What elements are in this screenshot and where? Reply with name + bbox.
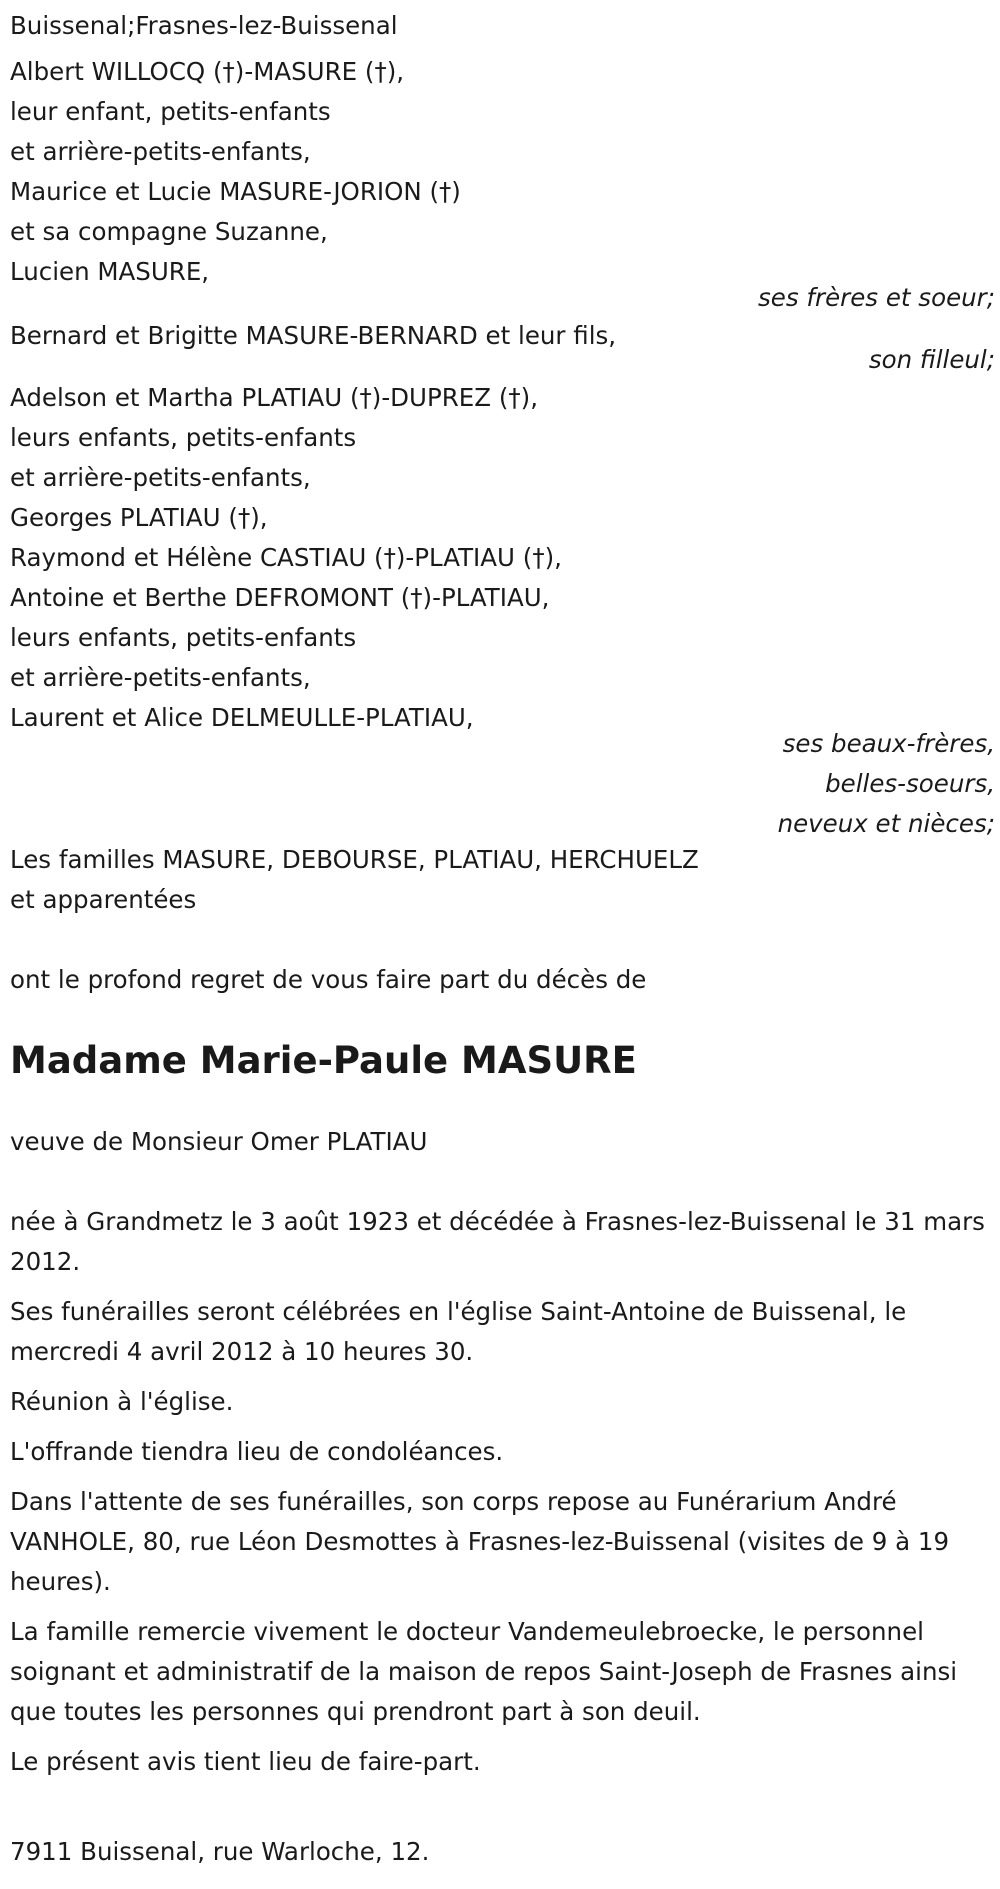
relation-label: ses beaux-frères, [782,729,995,758]
widow-of-text: veuve de Monsieur Omer PLATIAU [10,1127,428,1156]
family-group-in-laws [10,378,995,844]
family-line: leur enfant, petits-enfants [10,97,331,126]
deceased-name: Madame Marie-Paule MASURE [10,1039,637,1082]
family-line: et sa compagne Suzanne, [10,217,328,246]
family-line: leurs enfants, petits-enfants [10,623,357,652]
relation-label: belles-soeurs, [825,769,995,798]
family-line: leurs enfants, petits-enfants [10,423,357,452]
obituary-page [0,6,1000,1889]
family-group-families [10,840,995,920]
offering-paragraph: L'offrande tiendra lieu de condoléances. [10,1437,504,1466]
address-text: 7911 Buissenal, rue Warloche, 12. [10,1837,430,1866]
family-line: Antoine et Berthe DEFROMONT (†)-PLATIAU, [10,583,550,612]
family-line: Les familles MASURE, DEBOURSE, PLATIAU, HERCHUELZ [10,845,699,874]
header-location: Buissenal;Frasnes-lez-Buissenal [10,11,398,40]
family-line: Raymond et Hélène CASTIAU (†)-PLATIAU (†), [10,543,562,572]
family-line: Laurent et Alice DELMEULLE-PLATIAU, [10,703,474,732]
funeral-paragraph: Ses funérailles seront célébrées en l'église Saint-Antoine de Buissenal, le mercredi 4 avril 2012 à 10 heures 30. [10,1297,907,1366]
family-line: Maurice et Lucie MASURE-JORION (†) [10,177,461,206]
thanks-paragraph: La famille remercie vivement le docteur Vandemeulebroecke, le personnel soignant et administratif de la maison de repos Saint-Joseph de Frasnes ainsi que toutes les personnes qui prendront part à son deuil. [10,1617,958,1726]
relation-label: ses frères et soeur; [757,283,995,312]
notice-paragraph: Le présent avis tient lieu de faire-part. [10,1747,481,1776]
family-group-siblings [10,52,995,318]
relation-label: neveux et nièces; [777,809,995,838]
family-group-godson [10,316,995,380]
funerarium-paragraph: Dans l'attente de ses funérailles, son corps repose au Funérarium André VANHOLE, 80, rue Léon Desmottes à Frasnes-lez-Buissenal (visites de 9 à 19 heures). [10,1487,950,1596]
relation-label: son filleul; [868,345,995,374]
family-line: et arrière-petits-enfants, [10,663,311,692]
family-line: et arrière-petits-enfants, [10,463,311,492]
obituary-text [10,6,995,1872]
announcement-text: ont le profond regret de vous faire part du décès de [10,965,647,994]
family-line: Lucien MASURE, [10,257,210,286]
family-line: Adelson et Martha PLATIAU (†)-DUPREZ (†), [10,383,538,412]
birth-death-paragraph: née à Grandmetz le 3 août 1923 et décédée à Frasnes-lez-Buissenal le 31 mars 2012. [10,1207,985,1276]
family-line: Georges PLATIAU (†), [10,503,268,532]
family-line: et apparentées [10,885,197,914]
meeting-paragraph: Réunion à l'église. [10,1387,234,1416]
family-line: et arrière-petits-enfants, [10,137,311,166]
family-line: Albert WILLOCQ (†)-MASURE (†), [10,57,405,86]
family-line: Bernard et Brigitte MASURE-BERNARD et leur fils, [10,321,617,350]
